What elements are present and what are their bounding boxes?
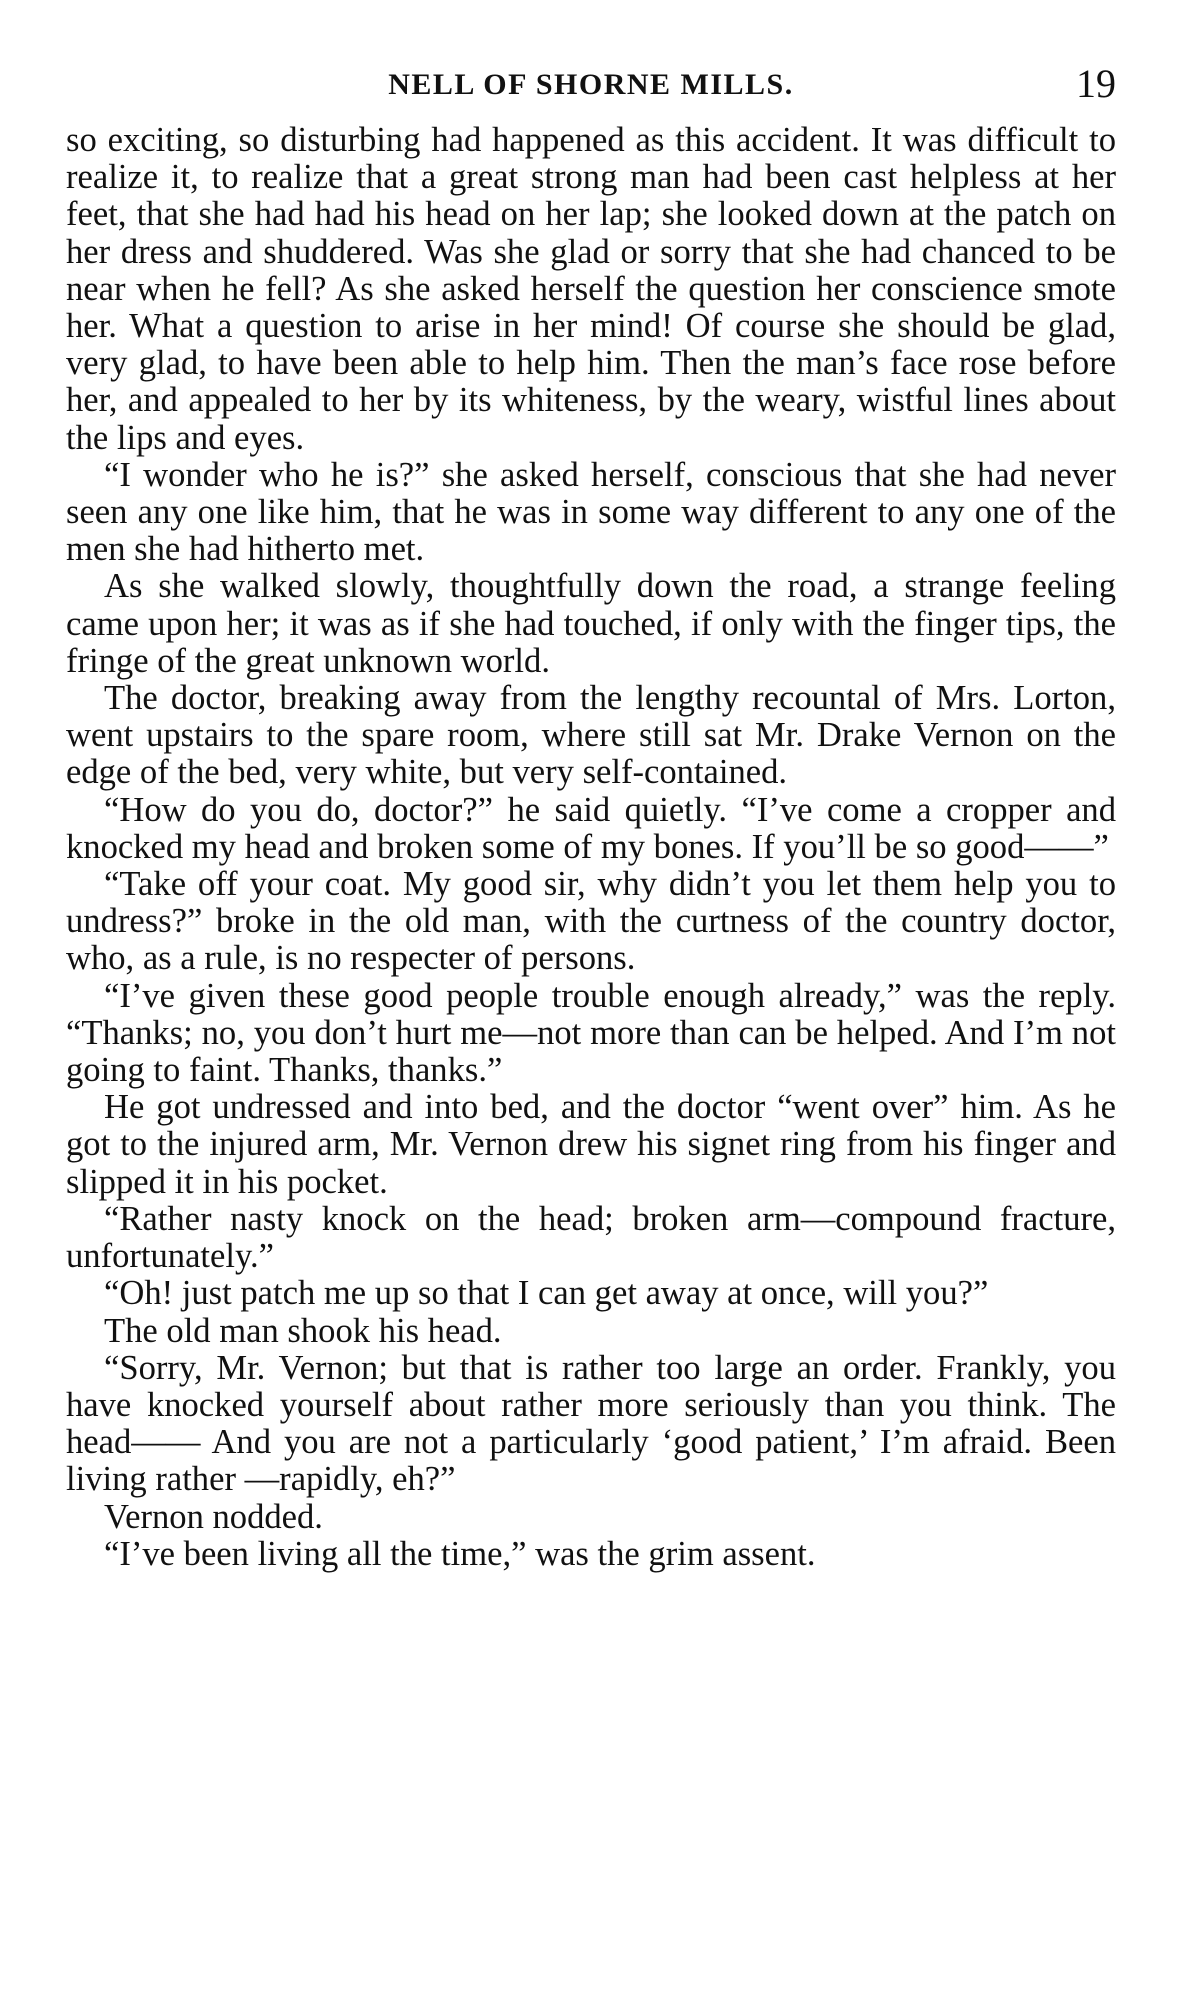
body-text: [66, 122, 1116, 1573]
running-head: [66, 58, 1116, 122]
paragraph: “Rather nasty knock on the head; broken arm—compound fracture, unfortunately.”: [66, 1199, 1116, 1276]
paragraph: As she walked slowly, thoughtfully down the road, a strange feeling came upon her; it was as if she had touched, if only with the finger tips, the fringe of the great unknown world.: [66, 567, 1116, 680]
paragraph: “Oh! just patch me up so that I can get away at once, will you?”: [104, 1274, 989, 1313]
running-title: NELL OF SHORNE MILLS.: [388, 68, 794, 101]
paragraph: “I’ve been living all the time,” was the grim assent.: [104, 1534, 816, 1573]
paragraph: “Take off your coat. My good sir, why didn’t you let them help you to undress?” broke in the old man, with the curtness of the country doctor, who, as a rule, is no respecter of persons.: [66, 865, 1116, 978]
paragraph: “How do you do, doctor?” he said quietly. “I’ve come a cropper and knocked my head and broken some of my bones. If you’ll be so good——”: [66, 790, 1116, 866]
page-number: 19: [1076, 61, 1116, 106]
paragraph: The old man shook his head.: [104, 1311, 502, 1350]
paragraph: He got undressed and into bed, and the doctor “went over” him. As he got to the injured arm, Mr. Vernon drew his signet ring from his finger and slipped it in his pocket.: [66, 1088, 1116, 1201]
paragraph: “I’ve given these good people trouble enough already,” was the reply. “Thanks; no, you don’t hurt me—not more than can be helped. And I’m not going to faint. Thanks, thanks.”: [66, 976, 1116, 1090]
paragraph: Vernon nodded.: [104, 1497, 323, 1536]
paragraph: so exciting, so disturbing had happened as this accident. It was difficult to realize it, to realize that a great strong man had been cast helpless at her feet, that she had had his head on her lap; she looked down at the patch on her dress and shuddered. Was she glad or sorry that she had chanced to be near when he fell? As she asked herself the question her conscience smote her. What a question to arise in her mind! Of course she should be glad, very glad, to have been able to help him. Then the man’s face rose before her, and appealed to her by its whiteness, by the weary, wistful lines about the lips and eyes.: [66, 121, 1116, 457]
paragraph: The doctor, breaking away from the lengthy recountal of Mrs. Lorton, went upstairs to the spare room, where still sat Mr. Drake Vernon on the edge of the bed, very white, but very self-contained.: [66, 679, 1116, 792]
book-page: [66, 58, 1116, 1573]
paragraph: “Sorry, Mr. Vernon; but that is rather too large an order. Frankly, you have knocked yourself about rather more seriously than you think. The head—— And you are not a particularly ‘good patient,’ I’m afraid. Been living rather —rapidly, eh?”: [66, 1348, 1116, 1499]
paragraph: “I wonder who he is?” she asked herself, conscious that she had never seen any one like him, that he was in some way different to any one of the men she had hitherto met.: [66, 455, 1116, 569]
